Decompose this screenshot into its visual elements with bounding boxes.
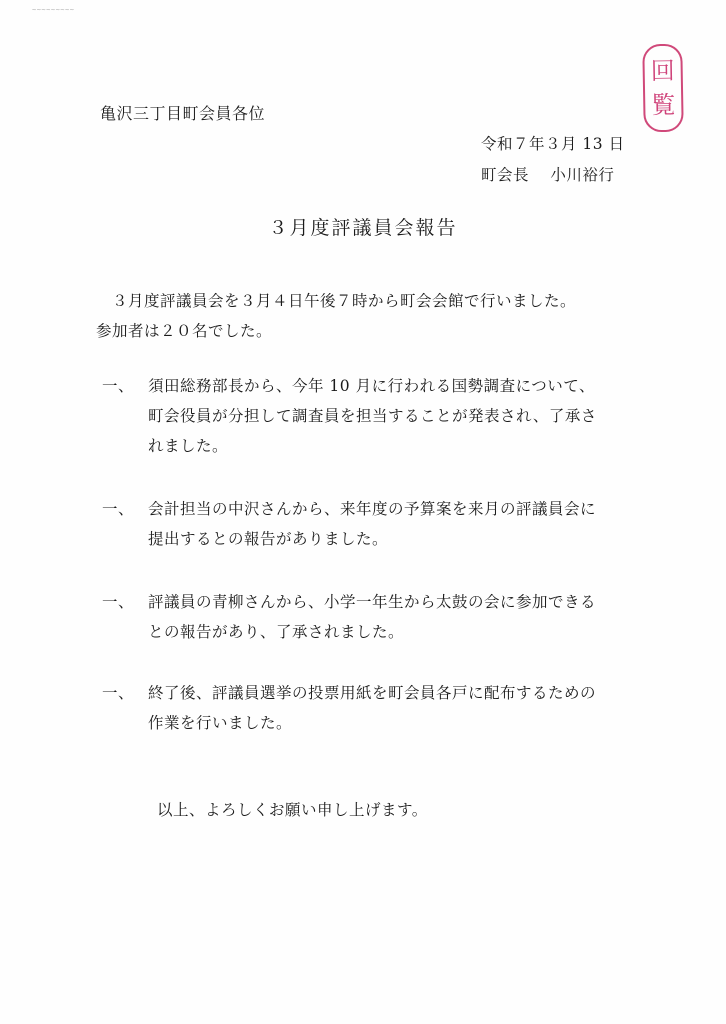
closing-line: 以上、よろしくお願い申し上げます。 bbox=[157, 801, 428, 819]
addressee: 亀沢三丁目町会員各位 bbox=[100, 104, 266, 123]
item-line: との報告があり、了承されました。 bbox=[148, 623, 405, 641]
intro-line-2: 参加者は２０名でした。 bbox=[96, 322, 273, 340]
stamp-char-1: 回 bbox=[650, 56, 675, 86]
circulation-stamp bbox=[642, 44, 684, 133]
intro-indent bbox=[96, 292, 112, 310]
intro-text-1: ３月度評議員会を３月４日午後７時から町会会館で行いました。 bbox=[112, 292, 577, 310]
document-date: 令和７年３月 13 日 bbox=[481, 135, 625, 153]
item-line: 作業を行いました。 bbox=[148, 714, 293, 732]
intro-line-1 bbox=[96, 286, 576, 316]
document-title: ３月度評議員会報告 bbox=[268, 217, 458, 239]
item-bullet: 一、 bbox=[102, 593, 135, 611]
item-line: れました。 bbox=[148, 437, 229, 455]
item-line: 評議員の青柳さんから、小学一年生から太鼓の会に参加できる bbox=[148, 593, 597, 611]
item-line: 提出するとの報告がありました。 bbox=[148, 530, 389, 548]
sender: 町会長 小川裕行 bbox=[481, 166, 615, 184]
item-body bbox=[148, 371, 648, 461]
item-body bbox=[148, 494, 648, 554]
item-line: 終了後、評議員選挙の投票用紙を町会員各戸に配布するための bbox=[148, 684, 597, 702]
stamp-char-2: 覧 bbox=[651, 90, 676, 120]
intro-paragraph bbox=[96, 286, 576, 346]
item-bullet: 一、 bbox=[102, 500, 135, 518]
item-line: 町会役員が分担して調査員を担当することが発表され、了承さ bbox=[148, 407, 597, 425]
item-line: 会計担当の中沢さんから、来年度の予算案を来月の評議員会に bbox=[148, 500, 597, 518]
item-line: 須田総務部長から、今年 10 月に行われる国勢調査について、 bbox=[148, 377, 595, 395]
scan-mark: ~~~~~~~~~ bbox=[32, 6, 75, 14]
item-bullet: 一、 bbox=[102, 684, 135, 702]
item-body bbox=[148, 587, 648, 647]
item-bullet: 一、 bbox=[102, 377, 135, 395]
item-body bbox=[148, 678, 648, 738]
